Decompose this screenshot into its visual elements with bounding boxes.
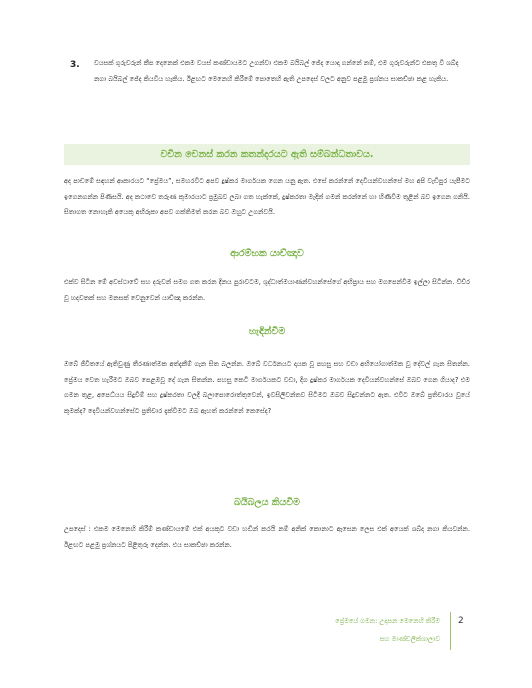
- footer-title: ප්‍රේමයේ ගමන: උදාසන මෙනෙහි කිරීම: [335, 617, 440, 625]
- list-item-text: වයසක් ගුරුවරුන් කීප දෙනෙක් එකම වයස් කණ්ඩායමට උගන්වා එකම බයිබල් ජේද යොදා ගන්නේ නම්, එම ගුරුවරුන්ට එකතු වී ශබ්ද නගා බයිබල් ජේද කියවිය හැකිය. ඊළඟට මෙනෙහි කිරීමේ පොතෙහි ඇති උපදෙස් වලට අනුව පළමු ප්‍රශ්නය සාකච්ඡා කළ හැකිය.: [94, 59, 459, 83]
- introduction-heading: හැඳින්වීම: [248, 326, 286, 337]
- bible-reading-heading: බයිබලය කියවීම: [233, 497, 300, 508]
- section-banner-heading: වචීන වෙනස් කරන කතන්දරයට ඇති සම්බන්ධතාවය.: [64, 144, 470, 165]
- footer-subtitle: සහ මාණ්ඩලික්ශාලාව: [379, 635, 440, 643]
- introduction-text: ඔබේ ජීවිතයේ ඇතිවුණු තීරණාත්මක අත්දැකීම් ගැන සිත බලන්න. ඔබේ වර්ධනයට දායක වූ පහසු සහ වඩා අභියෝගාත්මක වූ දේවල් ගැන සිතන්න. ප්‍රේමය වෙත හැරීමට ඔබව පෙළඹවූ දේ ගැන සිතන්න. පහසු කෙටි මාර්ගයකට වඩා, දිග දුෂ්කර මාර්ගයක දෙවියන්වහන්සේ ඔබව ගෙන ගියාද? එම ගමන තුළ, අපෙධ්යය සිදුවීම් සහ දුෂ්කරතා වලදී බලාපොරොත්තුවෙන්, ඉවසිලිවන්තව සිටීමට ඔබව සිදුවන්නට ඇත. එවිට ඔබේ ප්‍රතිචාරය වූයේ කුමක්ද? දෙවියන්වහන්සේට ප්‍රතිචාර දැක්වීමට ඔබ ඇහත් කරන්නේ කෙසේද?: [64, 360, 470, 415]
- list-item-number: 3.: [70, 60, 80, 70]
- intro-paragraph: අද පාඩමේ සඳහන් ආකාරයට “ප්‍රේමය”, සමහරවිට අපව දුෂ්කර මාර්ගයක ගෙන යනු ඇත. එසේ කරන්නේ දෙවියන්වහන්සේ මහ අපි වැඩිපුර යැපීමට ඉගෙනගන්න පිණිසයි. අද කථාවෙ තරුණ කුමාරයාට ප්‍රමුඛව ලබා ගත හැක්කේ, දුෂ්කරතා මැදින් ගමන් කරන්නේ හා හිණිවීම තුළින් බව ඉගෙන ගනියි. සිතාගත නොහැකි අයෙකු අභිරුකා අපව ගක්තිමත් කරන බව ඔහුට උගන්වයි.: [64, 177, 470, 216]
- opening-prayer-heading: ආරම්භක යාච්ඤාව: [230, 248, 304, 259]
- bible-reading-text: උපදෙස් : එකම මෙනෙහි කිරීම් කණ්ඩායමේ එක් අයකුට වඩා හඬින් කරයි නම් අනික් කොනාට ඇසෙන ලෙස එක් අයෙක් ශබ්ද නගා කියවන්න. ඊළඟට පළමු ප්‍රශ්නයට පිළිතුරු දෙන්න. එය සාකච්ඡා කරන්න.: [64, 525, 470, 549]
- footer-divider: [450, 612, 451, 650]
- page-number: 2: [458, 616, 464, 626]
- opening-prayer-text: එක්ව සිටින මේ අවස්ථාවේ සහ දරුවන් සමග ගත කරන දිනය පුරාවටම, ශුද්ධාත්මයාණන්වහන්සේගේ අභිප්‍රාය සහ මගපෙන්වීම ඉල්ලා සිටින්න. ව්ච්ර වූ හදවතක් සහ මනසක් වෙනුවෙන් යාච්ඤා කරන්න.: [64, 278, 470, 302]
